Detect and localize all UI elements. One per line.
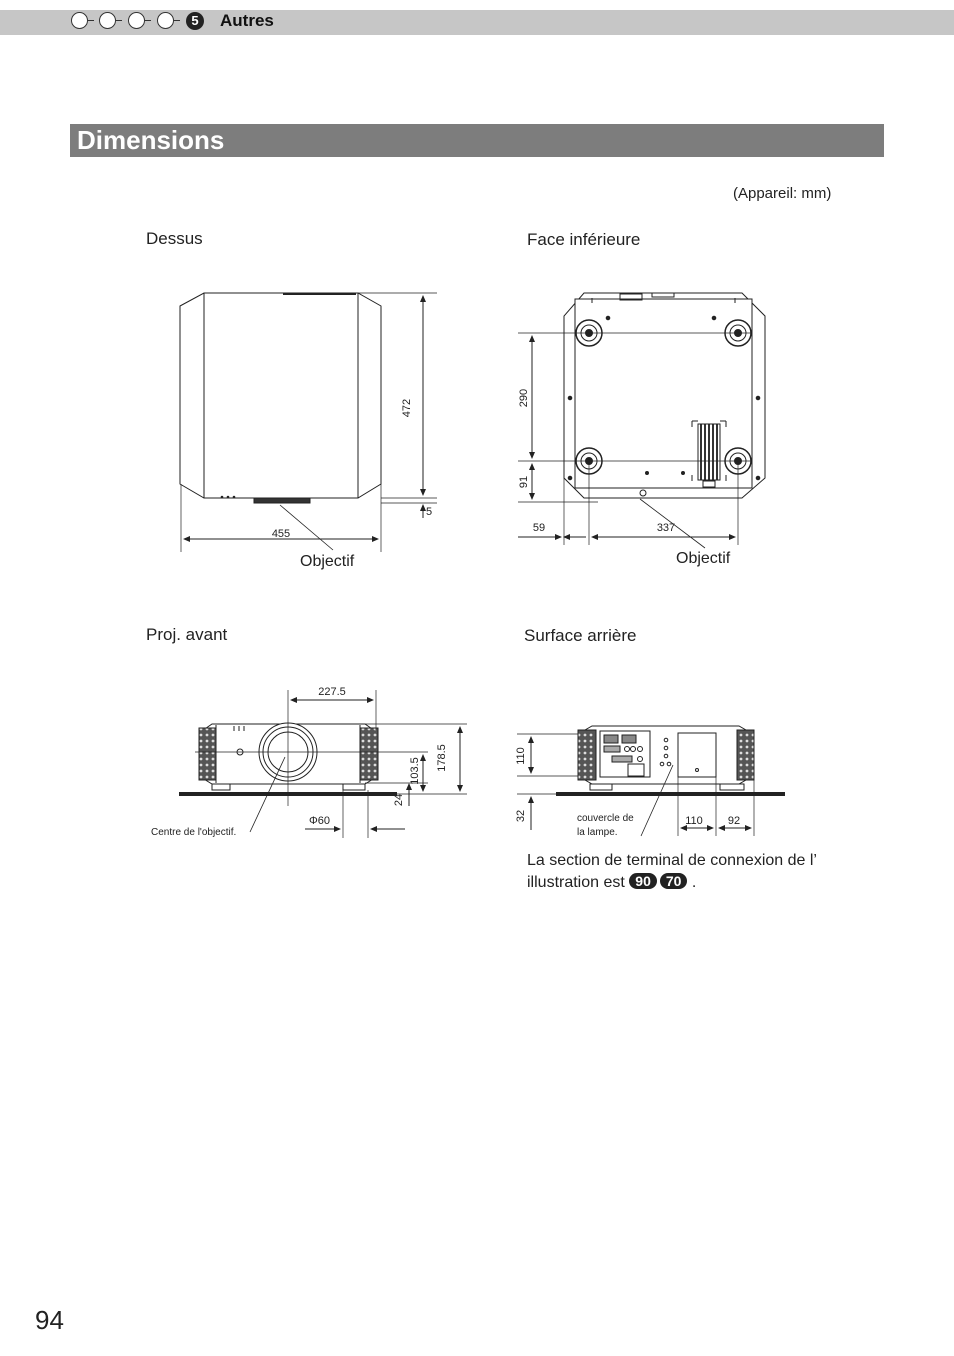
- top-dim-width: 455: [271, 528, 291, 540]
- top-dim-depth: 472: [401, 398, 413, 418]
- view-label-rear: Surface arrière: [524, 626, 637, 645]
- top-dim-foot-offset: 5: [426, 506, 433, 518]
- terminal-note-line1: La section de terminal de connexion de l’: [527, 852, 817, 869]
- model-badge-70: 70: [660, 873, 688, 889]
- bottom-callout-objectif: Objectif: [676, 550, 731, 567]
- rear-view-drawing: [517, 726, 785, 836]
- rear-dim-cover-width: 92: [727, 815, 741, 827]
- section-label: Autres: [220, 11, 274, 30]
- view-label-top: Dessus: [146, 229, 203, 248]
- view-label-bottom: Face inférieure: [527, 230, 641, 249]
- rear-callout-lamp-cover-2: la lampe.: [577, 827, 618, 838]
- rear-dim-cover-offset: 110: [685, 815, 703, 827]
- rear-callout-lamp-cover-1: couvercle de: [577, 813, 634, 824]
- unit-note: (Appareil: mm): [733, 185, 832, 202]
- terminal-note-line2: [527, 873, 696, 892]
- step-active-badge: 5: [186, 12, 204, 30]
- model-badge-90: 90: [629, 873, 657, 889]
- front-dim-lens-center-height: 103.5: [409, 757, 421, 785]
- front-dim-lens-offset: 227.5: [318, 686, 346, 698]
- front-dim-height: 178.5: [436, 744, 448, 772]
- front-callout-lens-center: Centre de l'objectif.: [151, 827, 237, 838]
- rear-dim-height: 110: [515, 747, 527, 765]
- page-title: Dimensions: [77, 125, 225, 155]
- terminal-note-suffix: .: [691, 874, 697, 891]
- page-number: 94: [35, 1305, 64, 1335]
- rear-dim-foot-height: 32: [515, 809, 527, 823]
- bottom-dim-span: 337: [656, 522, 676, 534]
- front-dim-lens-diameter: Φ60: [309, 815, 331, 827]
- bottom-dim-lower-span: 91: [518, 475, 530, 489]
- bottom-view-drawing: [518, 293, 765, 548]
- terminal-note-prefix: illustration est: [527, 874, 625, 891]
- bottom-dim-upper-span: 290: [518, 388, 530, 408]
- top-view-drawing: [180, 293, 437, 552]
- bottom-dim-left-offset: 59: [532, 522, 546, 534]
- top-callout-objectif: Objectif: [300, 553, 355, 570]
- front-dim-foot-height: 24: [393, 793, 405, 807]
- view-label-front: Proj. avant: [146, 625, 228, 644]
